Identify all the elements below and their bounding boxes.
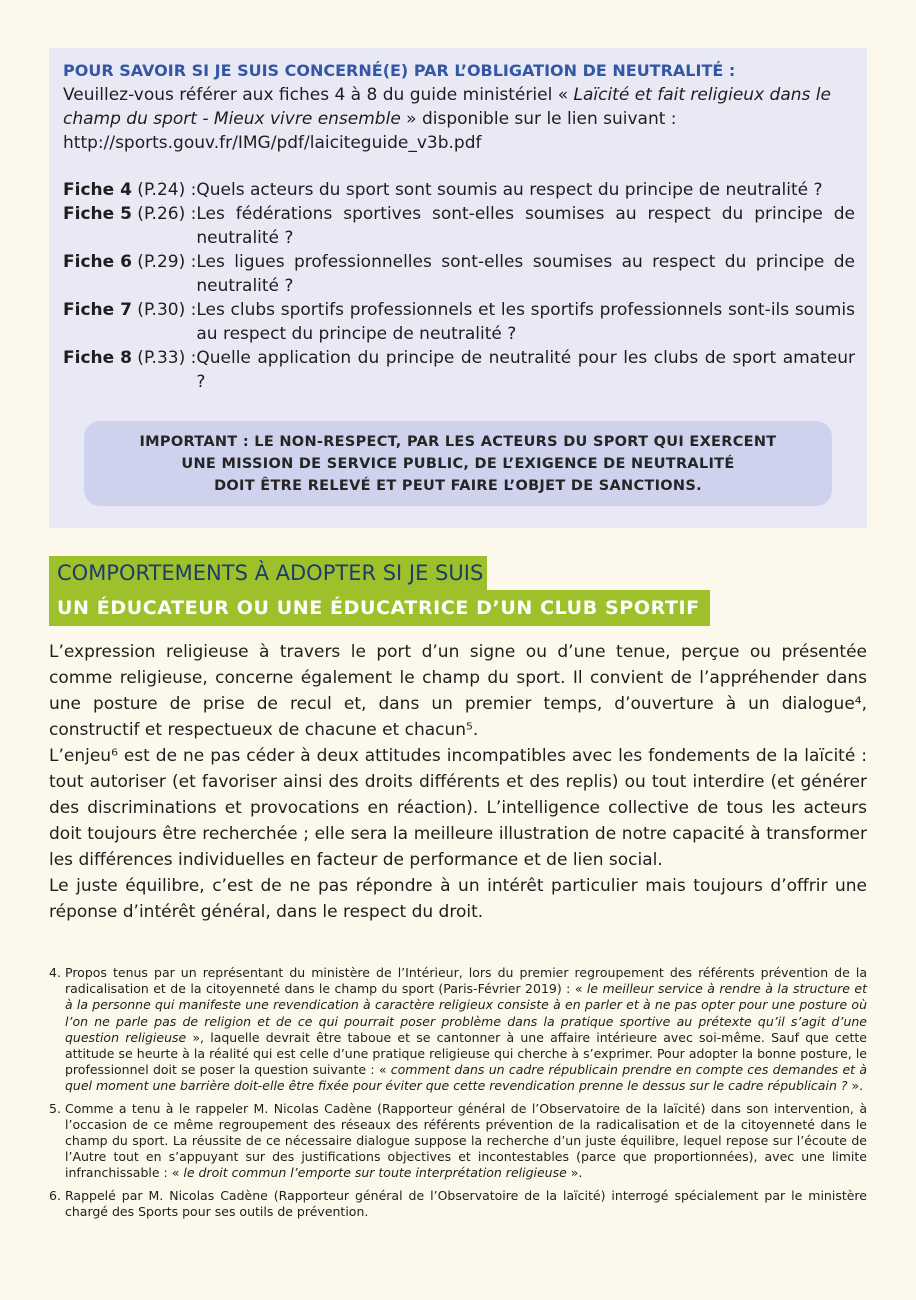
- fiche-item: [63, 250, 855, 298]
- fiche-ref: [63, 202, 196, 250]
- fiche-question: Les fédérations sportives sont-elles soumises au respect du principe de neutralité ?: [196, 204, 855, 248]
- paragraph: L’enjeu⁶ est de ne pas céder à deux attitudes incompatibles avec les fondements de la laïcité : tout autoriser (et favoriser ainsi des droits différents et des replis) ou tout interdire (et générer des discriminations et provocations en réaction). L’intelligence collective de tous les acteurs doit toujours être recherchée ; elle sera la meilleure illustration de notre capacité à transformer les différences individuelles en facteur de performance et de lien social.: [49, 746, 867, 870]
- fiche-ref: [63, 298, 196, 346]
- footnote: [49, 1188, 867, 1220]
- fiche-ref: [63, 250, 196, 298]
- fiche-name: Fiche 6: [63, 252, 132, 272]
- fiche-name: Fiche 8: [63, 348, 132, 368]
- fiche-question: Les clubs sportifs professionnels et les sportifs professionnels sont-ils soumis au respect du principe de neutralité ?: [196, 300, 855, 344]
- fiche-page: (P.24) :: [131, 180, 197, 200]
- paragraph: Le juste équilibre, c’est de ne pas répondre à un intérêt particulier mais toujours d’offrir une réponse d’intérêt général, dans le respect du droit.: [49, 876, 867, 922]
- fiche-question: Quelle application du principe de neutralité pour les clubs de sport amateur ?: [196, 348, 855, 392]
- fiche-question: Les ligues professionnelles sont-elles soumises au respect du principe de neutralité ?: [196, 252, 855, 296]
- fiche-page: (P.29) :: [131, 252, 197, 272]
- footnote-text: [65, 965, 867, 1095]
- section-title-line2: UN ÉDUCATEUR OU UNE ÉDUCATRICE D’UN CLUB SPORTIF: [49, 590, 710, 626]
- important-line: UNE MISSION DE SERVICE PUBLIC, DE L’EXIGENCE DE NEUTRALITÉ: [181, 455, 735, 472]
- footnote-quote: le meilleur service à rendre à la structure et à la personne qui manifeste une revendication à caractère religieux consiste à en parler et à ne pas opter pour une posture où l’on ne parle pas de religion et de ce qui pourrait poser problème dans la pratique sportive au prétexte qu’il s’agit d’une question religieuse: [65, 981, 867, 1045]
- fiche-item: [63, 202, 855, 250]
- fiche-name: Fiche 5: [63, 204, 132, 224]
- fiche-name: Fiche 7: [63, 300, 132, 320]
- box-intro: [63, 83, 863, 155]
- fiche-question: Quels acteurs du sport sont soumis au respect du principe de neutralité ?: [196, 180, 823, 200]
- footnote-quote: le droit commun l’emporte sur toute interprétation religieuse: [183, 1165, 567, 1181]
- intro-text: Veuillez-vous référer aux fiches 4 à 8 du guide ministériel «: [63, 85, 574, 105]
- box-heading: POUR SAVOIR SI JE SUIS CONCERNÉ(E) PAR L’OBLIGATION DE NEUTRALITÉ :: [63, 61, 736, 80]
- fiche-item: [63, 298, 855, 346]
- fiche-list: [63, 178, 855, 394]
- footnote-segment: », laquelle devrait être taboue et se cantonner à une affaire intérieure avec soi-même. Sauf que cette attitude se heurte à la réalité qui est celle d’une pratique religieuse qui cherche à s’exprimer. Pour adopter la bonne posture, le professionnel doit se poser la question suivante : «: [65, 1029, 867, 1078]
- body-text: [49, 639, 867, 925]
- fiche-page: (P.33) :: [131, 348, 197, 368]
- footnote-text: [65, 1101, 867, 1182]
- fiche-name: Fiche 4: [63, 180, 132, 200]
- fiche-page: (P.26) :: [131, 204, 197, 224]
- footnote: [49, 965, 867, 1095]
- footnote-segment: Comme a tenu à le rappeler M. Nicolas Cadène (Rapporteur général de l’Observatoire de la laïcité) dans son intervention, à l’occasion de ce même regroupement des réseaux des référents prévention de la radicalisation et de la citoyenneté dans le champ du sport. La réussite de ce nécessaire dialogue suppose la recherche d’un juste équilibre, lequel repose sur l’écoute de l’Autre tout en s’appuyant sur des justifications objectives et incontestables (parce que proportionnées), avec une limite infranchissable : «: [65, 1100, 867, 1181]
- intro-text-end: » disponible sur le lien suivant :: [400, 109, 677, 129]
- footnote-segment: ».: [847, 1078, 864, 1094]
- footnote-quote: comment dans un cadre républicain prendre en compte ces demandes et à quel moment une barrière doit-elle être fixée pour éviter que cette revendication prenne le dessus sur le cadre républicain ?: [65, 1062, 867, 1094]
- fiche-ref: [63, 346, 196, 394]
- footnote-segment: Propos tenus par un représentant du ministère de l’Intérieur, lors du premier regroupement des référents prévention de la radicalisation et de la citoyenneté dans le champ du sport (Paris-Février 2019) : «: [65, 965, 867, 997]
- section-title-line1: COMPORTEMENTS À ADOPTER SI JE SUIS: [49, 556, 487, 590]
- footnote-segment: ».: [566, 1165, 583, 1181]
- footnote-text: Rappelé par M. Nicolas Cadène (Rapporteur général de l’Observatoire de la laïcité) interrogé spécialement par le ministère chargé des Sports pour ses outils de prévention.: [65, 1187, 867, 1219]
- paragraph: L’expression religieuse à travers le port d’un signe ou d’une tenue, perçue ou présentée comme religieuse, concerne également le champ du sport. Il convient de l’appréhender dans une posture de prise de recul et, dans un premier temps, d’ouverture à un dialogue⁴, constructif et respectueux de chacune et chacun⁵.: [49, 642, 867, 740]
- important-line: IMPORTANT : LE NON-RESPECT, PAR LES ACTEURS DU SPORT QUI EXERCENT: [139, 433, 777, 450]
- fiche-item: [63, 178, 855, 202]
- important-line: DOIT ÊTRE RELEVÉ ET PEUT FAIRE L’OBJET DE SANCTIONS.: [214, 477, 702, 494]
- guide-link[interactable]: http://sports.gouv.fr/IMG/pdf/laiciteguide_v3b.pdf: [63, 133, 482, 153]
- fiche-ref: [63, 178, 196, 202]
- guide-title: Laïcité et fait religieux dans le champ du sport - Mieux vivre ensemble: [63, 85, 831, 129]
- footnote-number: 4.: [49, 965, 61, 980]
- fiche-page: (P.30) :: [131, 300, 197, 320]
- footnote-number: 6.: [49, 1187, 61, 1203]
- footnote-number: 5.: [49, 1100, 61, 1116]
- footnotes: [49, 965, 867, 1226]
- fiche-item: [63, 346, 855, 394]
- important-notice: [84, 421, 832, 506]
- footnote: [49, 1101, 867, 1182]
